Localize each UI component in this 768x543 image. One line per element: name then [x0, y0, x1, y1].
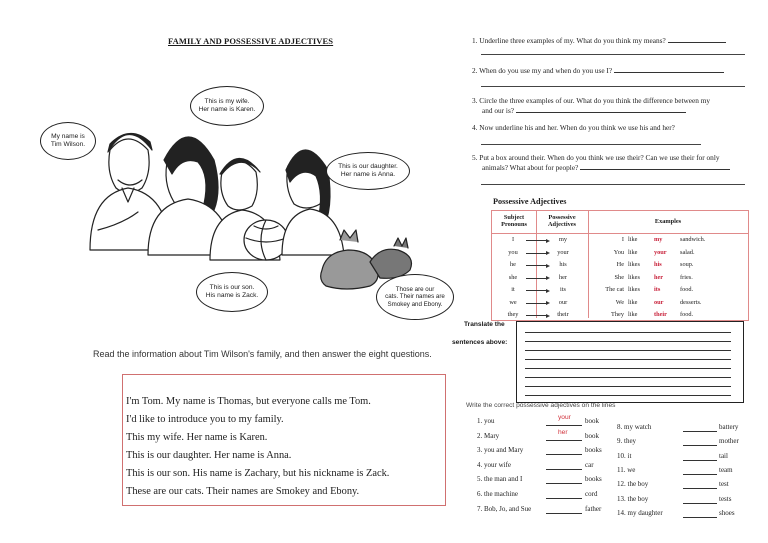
- bubble-son-line2: His name is Zack.: [205, 292, 259, 299]
- subject-pronoun: we: [509, 298, 517, 306]
- translation-line[interactable]: [525, 368, 731, 369]
- arrow-icon: [526, 278, 548, 279]
- subject-pronoun: you: [508, 248, 518, 256]
- example-verb: like: [628, 311, 638, 318]
- exercise-label: 10. it: [617, 451, 632, 460]
- possessive-adjective: her: [558, 273, 568, 281]
- write-instruction: Write the correct possessive adjectives on the lines: [466, 402, 616, 409]
- header-possessive-line1: Possessive: [548, 214, 576, 221]
- question-1-text: 1. Underline three examples of my. What do you think my means?: [472, 36, 666, 45]
- story-line-1: I'm Tom. My name is Thomas, but everyone calls me Tom.: [126, 396, 371, 407]
- bubble-wife-line2: Her name is Karen.: [198, 106, 256, 113]
- story-line-2: I'd like to introduce you to my family.: [126, 414, 284, 425]
- bubble-cats-line2: cats. Their names are: [385, 293, 445, 301]
- header-subject-line2: Pronouns: [501, 221, 527, 228]
- possessive-adjective: its: [560, 286, 566, 293]
- answer-line[interactable]: [614, 65, 724, 73]
- answer-blank[interactable]: [683, 517, 717, 518]
- example-subject: She: [614, 273, 624, 281]
- answer-blank[interactable]: [546, 483, 582, 484]
- story-line-3: This my wife. Her name is Karen.: [126, 432, 268, 443]
- subject-pronoun: she: [508, 273, 518, 281]
- answer-blank[interactable]: [683, 474, 717, 475]
- example-noun: fries.: [680, 273, 693, 281]
- bubble-son-line1: This is our son.: [209, 284, 255, 291]
- bubble-daughter-line2: Her name is Anna.: [340, 171, 396, 178]
- answer-line[interactable]: [481, 144, 701, 145]
- exercise-noun: books: [585, 475, 602, 484]
- exercise-noun: cord: [585, 490, 598, 498]
- bubble-tim: [40, 122, 96, 160]
- question-1: [472, 35, 748, 45]
- example-noun: food.: [680, 286, 694, 293]
- example-noun: desserts.: [680, 298, 702, 306]
- answer-blank[interactable]: [546, 513, 582, 514]
- answer-line[interactable]: [516, 105, 686, 113]
- table-title: Possessive Adjectives: [493, 197, 567, 206]
- bubble-wife: [190, 86, 264, 126]
- header-subject-line1: Subject: [503, 214, 525, 221]
- worksheet-title: FAMILY AND POSSESSIVE ADJECTIVES: [168, 36, 334, 46]
- example-subject: They: [611, 311, 624, 318]
- arrow-icon: [526, 315, 548, 316]
- exercise-noun: shoes: [719, 508, 735, 517]
- story-line-4: This is our daughter. Her name is Anna.: [126, 450, 292, 461]
- exercise-label: 1. you: [477, 417, 495, 425]
- bubble-cats-line1: Those are our: [395, 285, 435, 293]
- arrow-icon: [526, 265, 548, 266]
- exercise-label: 6. the machine: [477, 490, 519, 498]
- answer-blank[interactable]: [546, 469, 582, 470]
- exercise-noun: mother: [719, 437, 739, 446]
- bubble-tim-line1: My name is: [51, 133, 85, 140]
- answer-line[interactable]: [580, 162, 730, 170]
- subject-pronoun: they: [507, 311, 519, 318]
- example-subject: You: [613, 248, 624, 256]
- arrow-icon: [526, 290, 548, 291]
- example-adjective: my: [654, 236, 663, 243]
- translation-line[interactable]: [525, 359, 731, 360]
- example-noun: soup.: [680, 261, 694, 268]
- exercise-noun: test: [719, 480, 729, 489]
- translation-box[interactable]: [516, 321, 744, 403]
- subject-pronoun: I: [511, 236, 515, 243]
- question-5-text-a: 5. Put a box around their. When do you think we use their? Can we use their for only: [472, 153, 720, 162]
- possessive-adjective: your: [557, 248, 569, 256]
- col-divider: [588, 211, 589, 318]
- example-verb: likes: [628, 286, 640, 293]
- arrow-icon: [526, 240, 548, 241]
- example-subject: He: [616, 261, 624, 268]
- bubble-cats: [376, 274, 454, 320]
- possessive-adjective: their: [557, 311, 569, 318]
- exercise-label: 8. my watch: [617, 423, 652, 431]
- answer-line[interactable]: [481, 184, 745, 185]
- exercise-label: 9. they: [617, 437, 637, 446]
- answer-blank[interactable]: [546, 498, 582, 499]
- possessive-adjective: his: [559, 261, 567, 268]
- example-noun: salad.: [680, 248, 695, 256]
- example-verb: like: [628, 298, 638, 306]
- exercise-noun: father: [585, 504, 602, 513]
- header-possessive-line2: Adjectives: [548, 221, 576, 228]
- exercise-label: 12. the boy: [617, 480, 649, 489]
- subject-pronoun: he: [510, 261, 516, 268]
- arrow-icon: [526, 253, 548, 254]
- answer-blank[interactable]: [546, 454, 582, 455]
- translation-line[interactable]: [525, 377, 731, 378]
- example-subject: We: [615, 298, 624, 306]
- exercise-label: 4. your wife: [477, 460, 512, 469]
- exercise-label: 13. the boy: [617, 494, 649, 503]
- example-adjective: its: [654, 286, 661, 293]
- exercise-label: 7. Bob, Jo, and Sue: [477, 504, 532, 513]
- exercise-noun: book: [585, 431, 599, 440]
- question-5-text-b: animals? What about for people?: [482, 163, 579, 172]
- example-verb: like: [628, 236, 638, 243]
- exercise-noun: book: [585, 417, 599, 425]
- example-adjective: your: [654, 248, 667, 256]
- question-3: [472, 96, 748, 115]
- exercise-label: 3. you and Mary: [477, 446, 524, 455]
- header-subject: [492, 214, 536, 228]
- story-line-5: This is our son. His name is Zachary, but his nickname is Zack.: [126, 468, 390, 479]
- exercise-label: 2. Mary: [477, 431, 500, 440]
- story-line-6: These are our cats. Their names are Smokey and Ebony.: [126, 486, 360, 497]
- translation-line[interactable]: [525, 395, 731, 396]
- answer-blank[interactable]: [683, 488, 717, 489]
- question-3-text-a: 3. Circle the three examples of our. What do you think the difference between my: [472, 96, 711, 105]
- answer-blank[interactable]: [683, 445, 717, 446]
- family-illustration: [40, 80, 460, 320]
- translate-label-1: Translate the: [464, 321, 505, 328]
- answer-blank[interactable]: [546, 440, 582, 441]
- arrow-icon: [526, 303, 548, 304]
- bubble-daughter-line1: This is our daughter.: [338, 163, 398, 170]
- possessive-adjective: our: [558, 298, 568, 306]
- example-subject: I: [621, 236, 624, 243]
- exercise-noun: team: [719, 465, 733, 474]
- question-4-text: 4. Now underline his and her. When do you think we use his and her?: [472, 123, 675, 132]
- bubble-daughter: [326, 152, 410, 190]
- bubble-wife-line1: This is my wife.: [204, 98, 250, 105]
- example-adjective: her: [654, 273, 664, 281]
- answer-line[interactable]: [481, 54, 745, 55]
- translation-line[interactable]: [525, 386, 731, 387]
- translation-line[interactable]: [525, 332, 731, 333]
- answer-blank[interactable]: [683, 431, 717, 432]
- example-adjective: his: [654, 261, 662, 268]
- exercise-label: 14. my daughter: [617, 508, 663, 517]
- example-adjective: their: [654, 311, 667, 318]
- exercise-noun: tests: [719, 494, 732, 503]
- answer-text: your: [558, 414, 571, 421]
- question-3-text-b: and our is?: [482, 106, 515, 115]
- exercise-noun: books: [585, 446, 602, 455]
- example-verb: likes: [628, 273, 640, 281]
- example-noun: sandwich.: [680, 236, 706, 243]
- header-examples: Examples: [654, 218, 682, 225]
- exercise-label: 5. the man and I: [477, 475, 523, 484]
- possessive-adjective: my: [558, 236, 568, 243]
- question-4: [472, 123, 748, 132]
- translation-line[interactable]: [525, 341, 731, 342]
- example-noun: food.: [680, 311, 694, 318]
- subject-pronoun: it: [511, 286, 515, 293]
- exercise-noun: tail: [719, 451, 728, 460]
- answer-blank[interactable]: [683, 503, 717, 504]
- question-2-text: 2. When do you use my and when do you use I?: [472, 66, 613, 75]
- bubble-cats-line3: Smokey and Ebony.: [387, 300, 443, 308]
- exercise-noun: car: [585, 460, 594, 469]
- example-verb: like: [628, 248, 638, 256]
- example-adjective: our: [654, 298, 664, 306]
- translation-line[interactable]: [525, 350, 731, 351]
- bubble-son: [196, 272, 268, 312]
- example-subject: The cat: [605, 286, 624, 293]
- answer-line[interactable]: [481, 86, 745, 87]
- answer-line[interactable]: [668, 35, 726, 43]
- answer-text: her: [558, 428, 568, 436]
- read-instruction: Read the information about Tim Wilson's family, and then answer the eight questions.: [93, 349, 432, 359]
- bubble-tim-line2: Tim Wilson.: [50, 141, 86, 148]
- question-5: [472, 153, 748, 172]
- question-2: [472, 65, 748, 75]
- answer-blank[interactable]: [683, 460, 717, 461]
- translate-label-2: sentences above:: [452, 339, 508, 346]
- answer-blank[interactable]: [546, 425, 582, 426]
- example-verb: likes: [628, 261, 640, 268]
- exercise-noun: battery: [719, 423, 739, 431]
- header-possessive: [536, 214, 588, 228]
- exercise-label: 11. we: [617, 465, 636, 474]
